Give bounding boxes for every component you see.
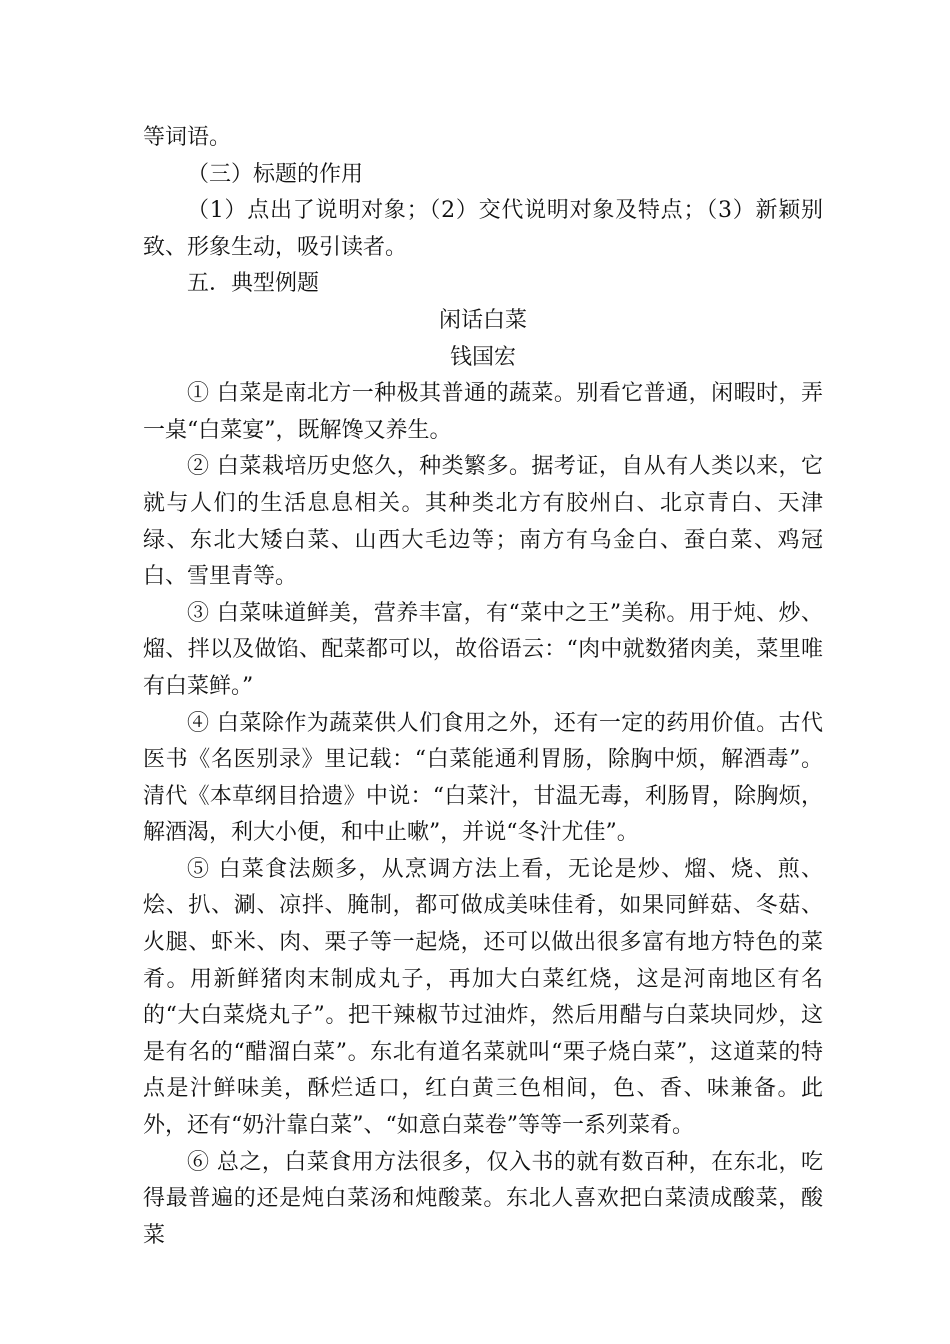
paragraph-continued: 等词语。 [143,125,232,150]
article-paragraph-1: ① 白菜是南北方一种极其普通的蔬菜。别看它普通，闲暇时，弄一桌“白菜宴”，既解馋又养生。 [143,381,823,443]
article-author: 钱国宏 [449,344,516,370]
article-paragraph-2: ② 白菜栽培历史悠久，种类繁多。据考证，自从有人类以来，它就与人们的生活息息相关。其种类北方有胶州白、北京青白、天津绿、东北大矮白菜、山西大毛边等；南方有乌金白、蚕白菜、鸡冠白、雪里青等。 [143,454,823,590]
document-body [143,120,823,1254]
article-title: 闲话白菜 [438,307,527,333]
article-paragraph-3: ③ 白菜味道鲜美，营养丰富，有“菜中之王”美称。用于炖、炒、熘、拌以及做馅、配菜都可以，故俗语云：“肉中就数猪肉美，菜里唯有白菜鲜。” [143,600,823,699]
heading-title-function: （三）标题的作用 [187,161,364,187]
heading-typical-examples: 五．典型例题 [187,271,320,297]
article-paragraph-5: ⑤ 白菜食法颇多，从烹调方法上看，无论是炒、熘、烧、煎、烩、扒、涮、凉拌、腌制，都可做成美味佳肴，如果同鲜菇、冬菇、火腿、虾米、肉、栗子等一起烧，还可以做出很多富有地方特色的菜肴。用新鲜猪肉末制成丸子，再加大白菜红烧，这是河南地区有名的“大白菜烧丸子”。把干辣椒节过油炸，然后用醋与白菜块同炒，这是有名的“醋溜白菜”。东北有道名菜就叫“栗子烧白菜”，这道菜的特点是汁鲜味美，酥烂适口，红白黄三色相间，色、香、味兼备。此外，还有“奶汁靠白菜”、“如意白菜卷”等等一系列菜肴。 [143,856,823,1139]
article-paragraph-4: ④ 白菜除作为蔬菜供人们食用之外，还有一定的药用价值。古代医书《名医别录》里记载：“白菜能通利胃肠，除胸中烦，解酒毒”。清代《本草纲目拾遗》中说：“白菜汁，甘温无毒，利肠胃，除胸烦，解酒渴，利大小便，和中止嗽”，并说“冬汁尤佳”。 [143,710,823,846]
paragraph-title-functions: （1）点出了说明对象；（2）交代说明对象及特点；（3）新颖别致、形象生动，吸引读者。 [143,198,823,260]
article-paragraph-6: ⑥ 总之，白菜食用方法很多，仅入书的就有数百种，在东北，吃得最普遍的还是炖白菜汤和炖酸菜。东北人喜欢把白菜渍成酸菜，酸菜 [143,1149,823,1248]
